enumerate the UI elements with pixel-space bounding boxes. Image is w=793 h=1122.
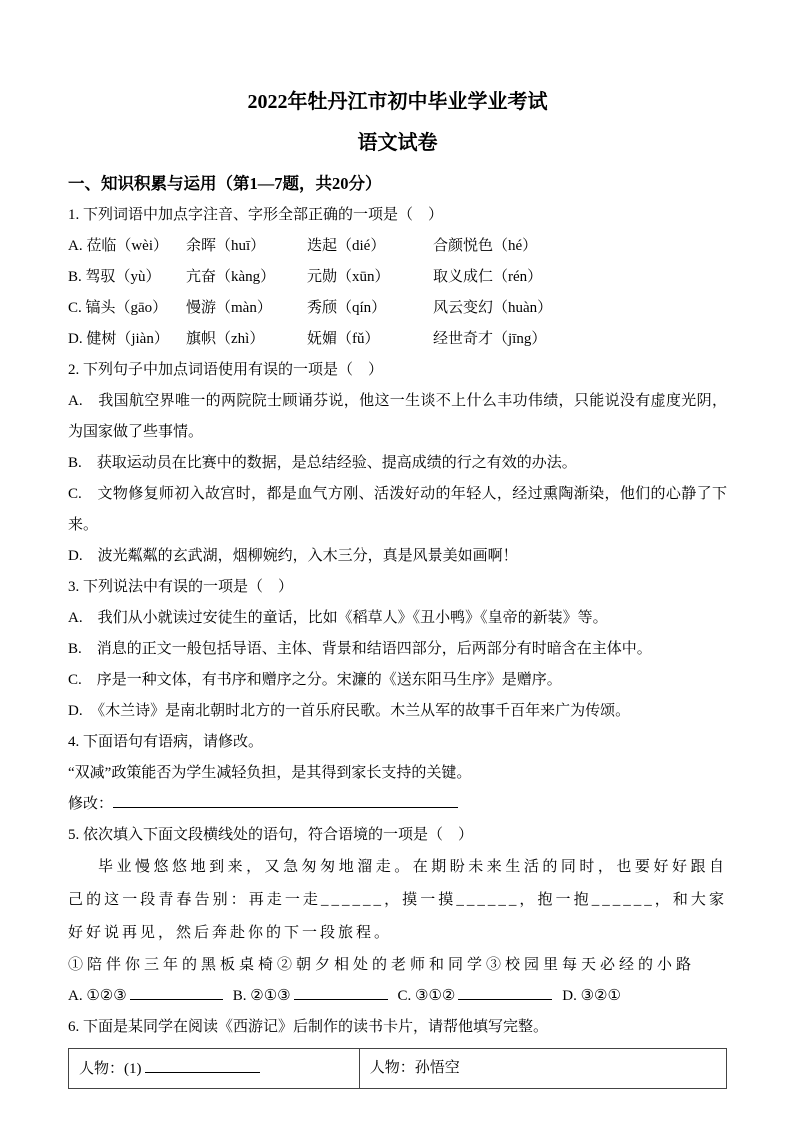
- q1-c-word-3: 秀颀（qín）: [307, 300, 387, 316]
- q4-answer-blank: [113, 792, 458, 808]
- q1-b-word-3: 元勋（xūn）: [307, 269, 390, 285]
- q5-stem: 5. 依次填入下面文段横线处的语句，符合语境的一项是（ ）: [68, 827, 474, 843]
- q6-card-left-blank: [145, 1057, 260, 1073]
- q5-choice-a-label: A. ①②③: [68, 988, 127, 1004]
- q2-option-c: C. 文物修复师初入故宫时，都是血气方刚、活泼好动的年轻人，经过熏陶渐染，他们的心静了下来。: [68, 486, 727, 533]
- q4-sentence: “双减”政策能否为学生减轻负担，是其得到家长支持的关键。: [68, 765, 472, 781]
- q5-choice-b-blank: [294, 986, 388, 1000]
- q1-option-a: [68, 231, 727, 262]
- q5-choice-b: [233, 981, 398, 1012]
- q1-d-word-1: D. 健树（jiàn）: [68, 331, 169, 347]
- q1-a-word-2: 余晖（huī）: [186, 238, 266, 254]
- q5-passage: 毕业慢悠悠地到来，又急匆匆地溜走。在期盼未来生活的同时，也要好好跟自己的这一段青春告别：再走一走______，摸一摸______，抱一抱______，和大家好好说再见，然后奔赴你的下一段旅程。: [68, 859, 727, 941]
- q2-stem: 2. 下列句子中加点词语使用有误的一项是（ ）: [68, 362, 384, 378]
- q5-choice-c-blank: [458, 986, 552, 1000]
- q1-stem: 1. 下列词语中加点字注音、字形全部正确的一项是（ ）: [68, 207, 444, 223]
- q1-b-word-1: B. 驾驭（yù）: [68, 269, 161, 285]
- table-row: [69, 1049, 727, 1089]
- q4-answer-line: [68, 789, 727, 820]
- q6-reading-card: [68, 1048, 727, 1089]
- q2-option-b: B. 获取运动员在比赛中的数据，是总结经验、提高成绩的行之有效的办法。: [68, 455, 577, 471]
- q5-choice-c-label: C. ③①②: [397, 988, 456, 1004]
- q1-d-word-2: 旗帜（zhì）: [186, 331, 265, 347]
- q5-choice-d: [562, 981, 727, 1012]
- q1-a-word-4: 合颜悦色（hé）: [433, 238, 538, 254]
- q5-choice-a: [68, 981, 233, 1012]
- q5-choice-b-label: B. ②①③: [232, 988, 291, 1004]
- q2-option-d: D. 波光粼粼的玄武湖，烟柳婉约，入木三分，真是风景美如画啊！: [68, 548, 518, 564]
- page-title: 2022年牡丹江市初中毕业学业考试: [247, 91, 548, 113]
- q1-c-word-4: 风云变幻（huàn）: [433, 300, 553, 316]
- q3-option-c: C. 序是一种文体，有书序和赠序之分。宋濂的《送东阳马生序》是赠序。: [68, 672, 562, 688]
- q1-b-word-4: 取义成仁（rén）: [433, 269, 543, 285]
- q1-c-word-1: C. 镐头（gāo）: [68, 300, 168, 316]
- q5-choice-a-blank: [130, 986, 223, 1000]
- section-heading: 一、知识积累与运用（第1—7题，共20分）: [68, 174, 382, 193]
- q5-choice-c: [398, 981, 563, 1012]
- q1-c-word-2: 慢游（màn）: [186, 300, 272, 316]
- q3-stem: 3. 下列说法中有误的一项是（ ）: [68, 579, 294, 595]
- q3-option-a: A. 我们从小就读过安徒生的童话，比如《稻草人》《丑小鸭》《皇帝的新装》等。: [68, 610, 608, 626]
- q2-option-a: A. 我国航空界唯一的两院院士顾诵芬说，他这一生谈不上什么丰功伟绩，只能说没有虚度光阴，为国家做了些事情。: [68, 393, 727, 440]
- q1-d-word-3: 妩媚（fǔ）: [307, 331, 380, 347]
- q1-a-word-3: 迭起（dié）: [307, 238, 386, 254]
- q6-card-right-cell: [359, 1049, 726, 1089]
- q6-card-left-cell: [69, 1049, 360, 1089]
- q6-card-left-label: 人物：(1): [79, 1061, 142, 1077]
- q1-b-word-2: 亢奋（kàng）: [186, 269, 276, 285]
- q3-option-b: B. 消息的正文一般包括导语、主体、背景和结语四部分，后两部分有时暗含在主体中。: [68, 641, 652, 657]
- q6-card-right-label: 人物：孙悟空: [369, 1060, 460, 1076]
- q3-option-d: D. 《木兰诗》是南北朝时北方的一首乐府民歌。木兰从军的故事千百年来广为传颂。: [68, 703, 631, 719]
- q5-choice-d-label: D. ③②①: [562, 988, 621, 1004]
- q4-stem: 4. 下面语句有语病，请修改。: [68, 734, 264, 750]
- q5-items: ①陪伴你三年的黑板桌椅②朝夕相处的老师和同学③校园里每天必经的小路: [68, 957, 696, 973]
- q6-stem: 6. 下面是某同学在阅读《西游记》后制作的读书卡片，请帮他填写完整。: [68, 1019, 549, 1035]
- q1-d-word-4: 经世奇才（jīng）: [433, 331, 547, 347]
- q5-choices: [68, 981, 727, 1012]
- q1-a-word-1: A. 莅临（wèi）: [68, 238, 168, 254]
- q1-option-d: [68, 324, 727, 355]
- page-subtitle: 语文试卷: [357, 132, 438, 154]
- q4-answer-label: 修改：: [68, 796, 114, 812]
- q1-option-b: [68, 262, 727, 293]
- q1-option-c: [68, 293, 727, 324]
